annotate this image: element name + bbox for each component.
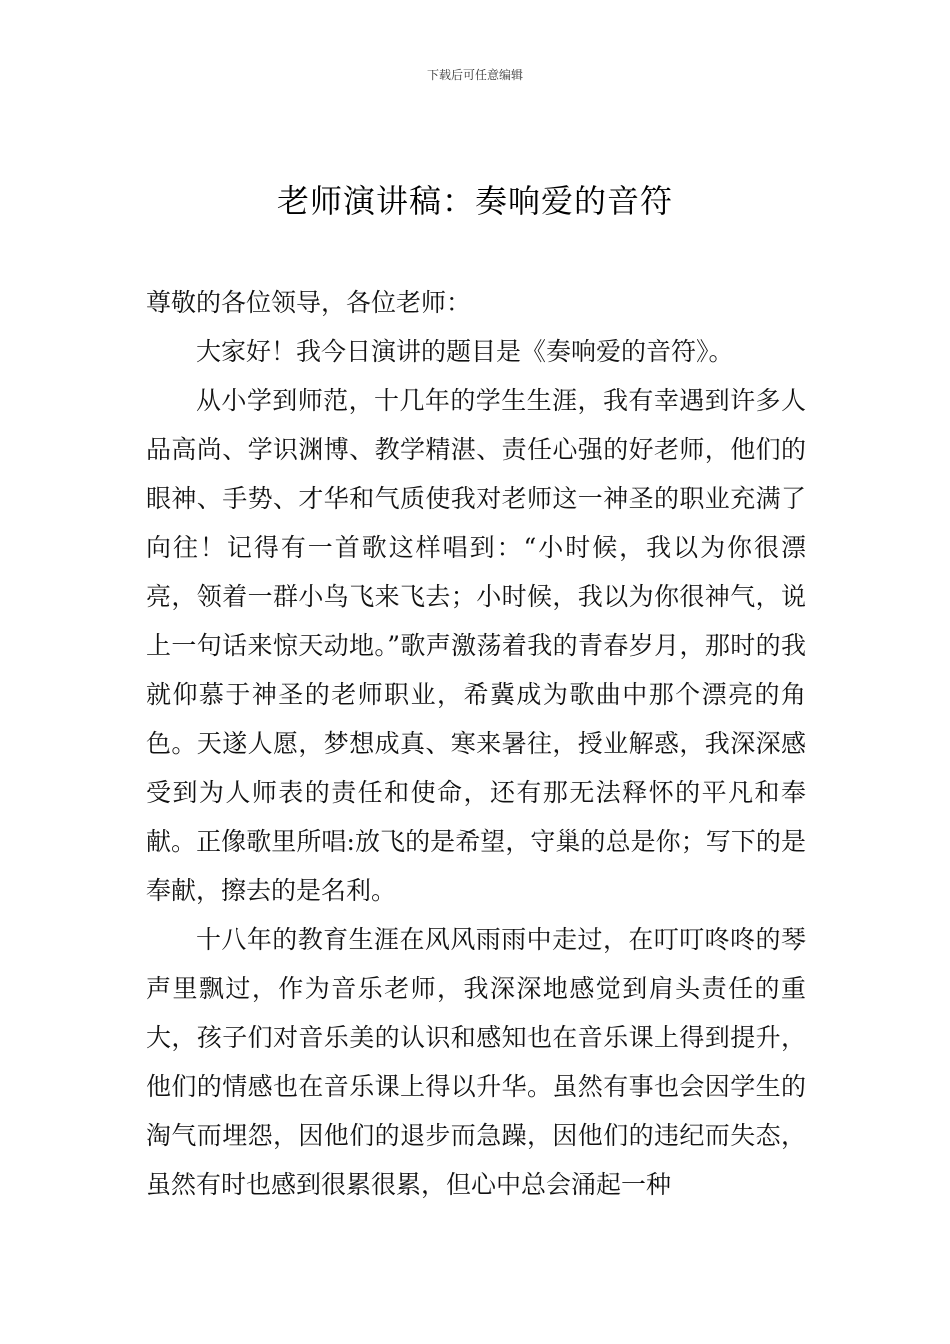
paragraph-1: 大家好！我今日演讲的题目是《奏响爱的音符》。 (196, 337, 734, 366)
document-body (146, 278, 806, 1209)
paragraph-3: 十八年的教育生涯在风风雨雨中走过，在叮叮咚咚的琴声里飘过，作为音乐老师，我深深地感觉到肩头责任的重大，孩子们对音乐美的认识和感知也在音乐课上得到提升，他们的情感也在音乐课上得以升华。虽然有事也会因学生的淘气而埋怨，因他们的退步而急躁，因他们的违纪而失态，虽然有时也感到很累很累，但心中总会涌起一种 (146, 925, 806, 1199)
salutation: 尊敬的各位领导，各位老师： (146, 288, 472, 317)
header-note: 下载后可任意编辑 (426, 68, 523, 82)
paragraph-2: 从小学到师范，十几年的学生生涯，我有幸遇到许多人品高尚、学识渊博、教学精湛、责任心强的好老师，他们的眼神、手势、才华和气质使我对老师这一神圣的职业充满了向往！记得有一首歌这样唱到：“小时候，我以为你很漂亮，领着一群小鸟飞来飞去；小时候，我以为你很神气，说上一句话来惊天动地。”歌声激荡着我的青春岁月，那时的我就仰慕于神圣的老师职业，希冀成为歌曲中那个漂亮的角色。天遂人愿，梦想成真、寒来暑往，授业解惑，我深深感受到为人师表的责任和使命，还有那无法释怀的平凡和奉献。正像歌里所唱:放飞的是希望，守巢的总是你；写下的是奉献，擦去的是名利。 (146, 386, 806, 905)
document-title: 老师演讲稿：奏响爱的音符 (276, 182, 673, 220)
